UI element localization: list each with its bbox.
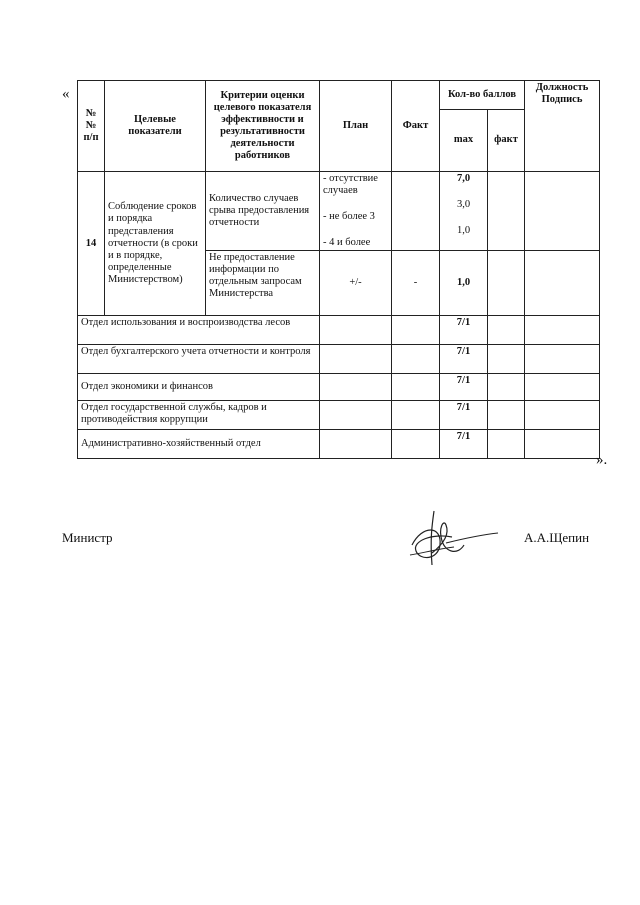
header-score-fact: факт: [488, 110, 525, 172]
header-max: max: [440, 110, 488, 172]
handwritten-signature: [402, 505, 502, 577]
header-fact: Факт: [392, 81, 440, 172]
department-name: Отдел государственной службы, кадров и противодействия коррупции: [78, 401, 320, 430]
header-number: № № п/п: [78, 81, 105, 172]
row-number: 14: [78, 172, 105, 316]
department-name: Административно-хозяйственный отдел: [78, 430, 320, 459]
plan-2: +/-: [320, 251, 392, 316]
indicators-table: [77, 80, 600, 459]
department-row: [78, 401, 600, 430]
header-criteria: Критерии оценки целевого показателя эффективности и результативности деятельности работников: [206, 81, 320, 172]
header-score-group: Кол-во баллов: [440, 81, 525, 110]
department-name: Отдел бухгалтерского учета отчетности и контроля: [78, 345, 320, 374]
position-1: [525, 172, 600, 251]
row-14a: [78, 172, 600, 251]
header-targets: Целевые показатели: [105, 81, 206, 172]
score-fact-1: [488, 172, 525, 251]
department-name: Отдел использования и воспроизводства лесов: [78, 316, 320, 345]
closing-quote: ».: [596, 452, 608, 468]
plan-1: [320, 172, 392, 251]
plan-1-item: - не более 3: [323, 211, 375, 223]
department-row: [78, 430, 600, 459]
signer-title: Министр: [62, 530, 113, 545]
plan-1-item: - отсутствие случаев: [323, 173, 378, 197]
department-max: 7/1: [440, 316, 488, 345]
max-1: [440, 172, 488, 251]
opening-quote: «: [62, 86, 70, 102]
department-max: 7/1: [440, 374, 488, 401]
header-position: Должность Подпись: [525, 81, 600, 172]
department-row: [78, 316, 600, 345]
department-row: [78, 345, 600, 374]
max-1-item: 7,0: [456, 173, 471, 184]
department-name: Отдел экономики и финансов: [78, 374, 320, 401]
department-max: 7/1: [440, 401, 488, 430]
department-max: 7/1: [440, 345, 488, 374]
indicator-text: Соблюдение сроков и порядка представления отчетности (в сроки и в порядке, определенные Министерством): [105, 172, 206, 316]
score-fact-2: [488, 251, 525, 316]
max-2: 1,0: [440, 251, 488, 316]
fact-2: -: [392, 251, 440, 316]
header-row-1: [78, 81, 600, 110]
max-1-item: 1,0: [456, 225, 471, 237]
department-row: [78, 374, 600, 401]
department-max: 7/1: [440, 430, 488, 459]
position-2: [525, 251, 600, 316]
criterion-2: Не предоставление информации по отдельным запросам Министерства: [206, 251, 320, 316]
plan-1-item: - 4 и более: [323, 237, 371, 249]
fact-1: [392, 172, 440, 251]
max-1-item: 3,0: [456, 199, 471, 211]
signer-name: А.А.Щепин: [524, 530, 590, 545]
header-plan: План: [320, 81, 392, 172]
criterion-1: Количество случаев срыва предоставления отчетности: [206, 172, 320, 251]
